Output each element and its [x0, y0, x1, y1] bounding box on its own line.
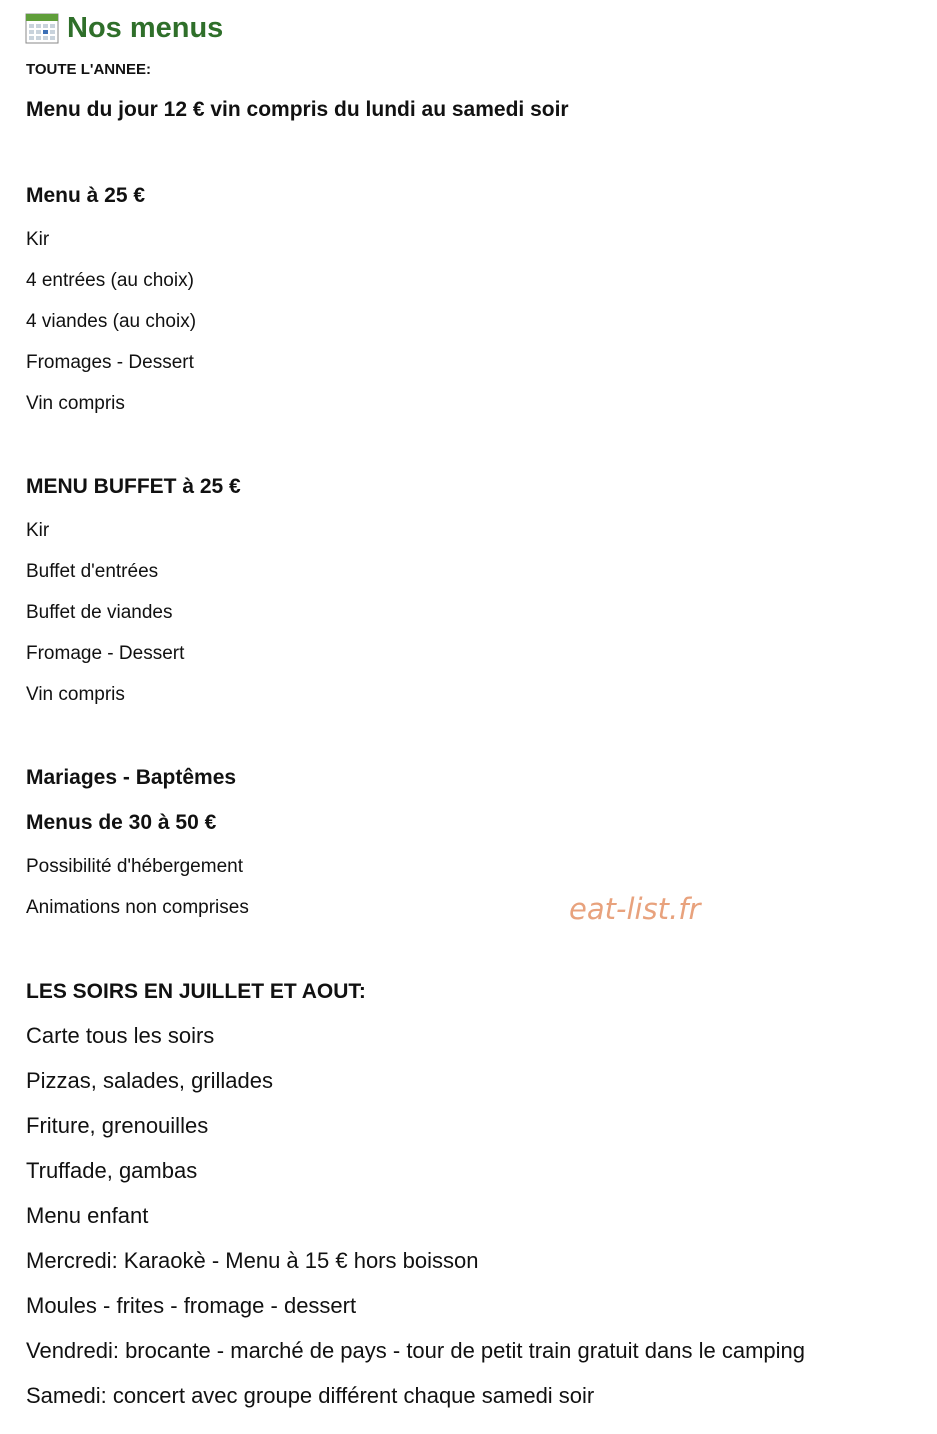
- menu-25-item: 4 entrées (au choix): [26, 270, 194, 291]
- year-round-label: TOUTE L'ANNEE:: [26, 61, 151, 78]
- menu-25-item: Vin compris: [26, 393, 125, 414]
- events-item: Possibilité d'hébergement: [26, 856, 243, 877]
- summer-item: Samedi: concert avec groupe différent chaque samedi soir: [26, 1383, 595, 1408]
- menu-25-item: Kir: [26, 229, 50, 250]
- events-item: Animations non comprises: [26, 897, 249, 918]
- buffet-item: Buffet de viandes: [26, 602, 173, 623]
- events-title: Mariages - Baptêmes: [26, 766, 237, 789]
- summer-item: Pizzas, salades, grillades: [26, 1068, 274, 1093]
- page-title: Nos menus: [67, 12, 224, 44]
- summer-item: Mercredi: Karaokè - Menu à 15 € hors boisson: [26, 1248, 479, 1273]
- events-price: Menus de 30 à 50 €: [26, 811, 217, 834]
- menu-du-jour: Menu du jour 12 € vin compris du lundi au samedi soir: [26, 98, 569, 121]
- buffet-item: Vin compris: [26, 684, 125, 705]
- calendar-icon: [25, 12, 59, 44]
- buffet-item: Fromage - Dessert: [26, 643, 185, 664]
- menu-25-item: Fromages - Dessert: [26, 352, 194, 373]
- summer-title: LES SOIRS EN JUILLET ET AOUT:: [26, 980, 366, 1003]
- summer-item: Menu enfant: [26, 1203, 149, 1228]
- summer-item: Carte tous les soirs: [26, 1023, 215, 1048]
- buffet-item: Buffet d'entrées: [26, 561, 159, 582]
- page-header: [25, 10, 223, 46]
- watermark: eat-list.fr: [569, 892, 701, 926]
- summer-item: Friture, grenouilles: [26, 1113, 209, 1138]
- summer-item: Moules - frites - fromage - dessert: [26, 1293, 357, 1318]
- summer-item: Truffade, gambas: [26, 1158, 198, 1183]
- buffet-item: Kir: [26, 520, 50, 541]
- buffet-title: MENU BUFFET à 25 €: [26, 475, 241, 498]
- menu-25-item: 4 viandes (au choix): [26, 311, 197, 332]
- menu-25-title: Menu à 25 €: [26, 184, 146, 207]
- summer-item: Vendredi: brocante - marché de pays - tour de petit train gratuit dans le camping: [26, 1338, 805, 1363]
